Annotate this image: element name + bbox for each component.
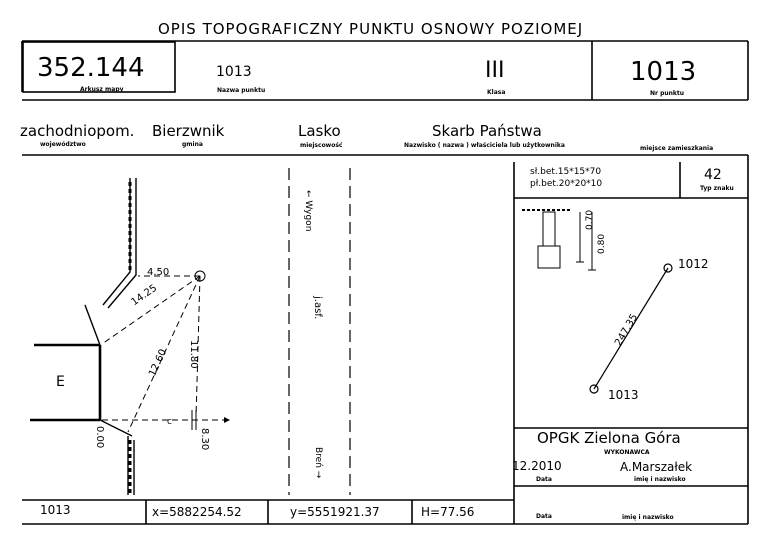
scheme-point-1013: 1013 [608, 388, 639, 402]
dimension-11-80: 11.80 [188, 340, 199, 369]
dimension-12-60: 12.60 [147, 347, 170, 379]
voivodeship-label: województwo [40, 141, 86, 148]
coord-x: x=5882254.52 [152, 505, 242, 519]
dimension-4-50: 4.50 [147, 267, 170, 278]
dimension-14-25: 14.25 [129, 282, 160, 309]
road-surface-label: j.asf. [312, 296, 323, 320]
commune: Bierzwnik [152, 122, 225, 140]
road-label-wygon: ← Wygon [303, 190, 313, 232]
mark-type-label: Typ znaku [700, 185, 734, 192]
point-name: 1013 [216, 64, 252, 80]
corner-mark: c [167, 417, 172, 427]
map-sheet-number: 352.144 [37, 53, 145, 83]
depth-0-70: 0.70 [585, 209, 595, 230]
coord-y: y=5551921.37 [290, 505, 380, 519]
executor-label: WYKONAWCA [604, 449, 650, 456]
mark-spec-line-2: pł.bet.20*20*10 [530, 179, 603, 189]
mark-type: 42 [704, 167, 722, 183]
map-sheet-label: Arkusz mapy [80, 86, 124, 93]
voivodeship: zachodniopom. [20, 122, 135, 140]
depth-0-80: 0.80 [597, 233, 607, 254]
execution-date-label: Data [536, 476, 552, 483]
owner: Skarb Państwa [432, 122, 542, 140]
dimension-0-00: 0.00 [94, 426, 105, 449]
class-value: III [485, 58, 505, 83]
building-letter: E [56, 374, 65, 390]
executor-company: OPGK Zielona Góra [537, 429, 681, 447]
executor-name: A.Marszałek [620, 460, 693, 474]
execution-date: 12.2010 [512, 459, 562, 473]
sheet-title: OPIS TOPOGRAFICZNY PUNKTU OSNOWY POZIOMEJ [158, 20, 584, 38]
owner-label: Nazwisko ( nazwa ) właściciela lub użytkownika [404, 142, 565, 149]
point-name-label: Nazwa punktu [217, 87, 266, 94]
locality: Lasko [298, 122, 341, 140]
road-label-bren: Breń → [313, 447, 323, 479]
check-date-label: Data [536, 513, 552, 520]
coord-height: H=77.56 [421, 505, 475, 519]
scheme-distance: 247.35 [613, 312, 641, 348]
point-number-label: Nr punktu [650, 90, 685, 97]
locality-label: miejscowość [300, 142, 343, 149]
residence-label: miejsce zamieszkania [640, 145, 714, 152]
check-name-label: imię i nazwisko [622, 514, 674, 521]
class-label: Klasa [487, 89, 506, 96]
mark-spec-line-1: sł.bet.15*15*70 [530, 167, 602, 177]
dimension-8-30: 8.30 [199, 428, 210, 451]
coord-point-number: 1013 [40, 503, 71, 517]
executor-name-label: imię i nazwisko [634, 476, 686, 483]
scheme-point-1012: 1012 [678, 257, 709, 271]
commune-label: gmina [182, 141, 203, 148]
point-number: 1013 [630, 57, 697, 87]
